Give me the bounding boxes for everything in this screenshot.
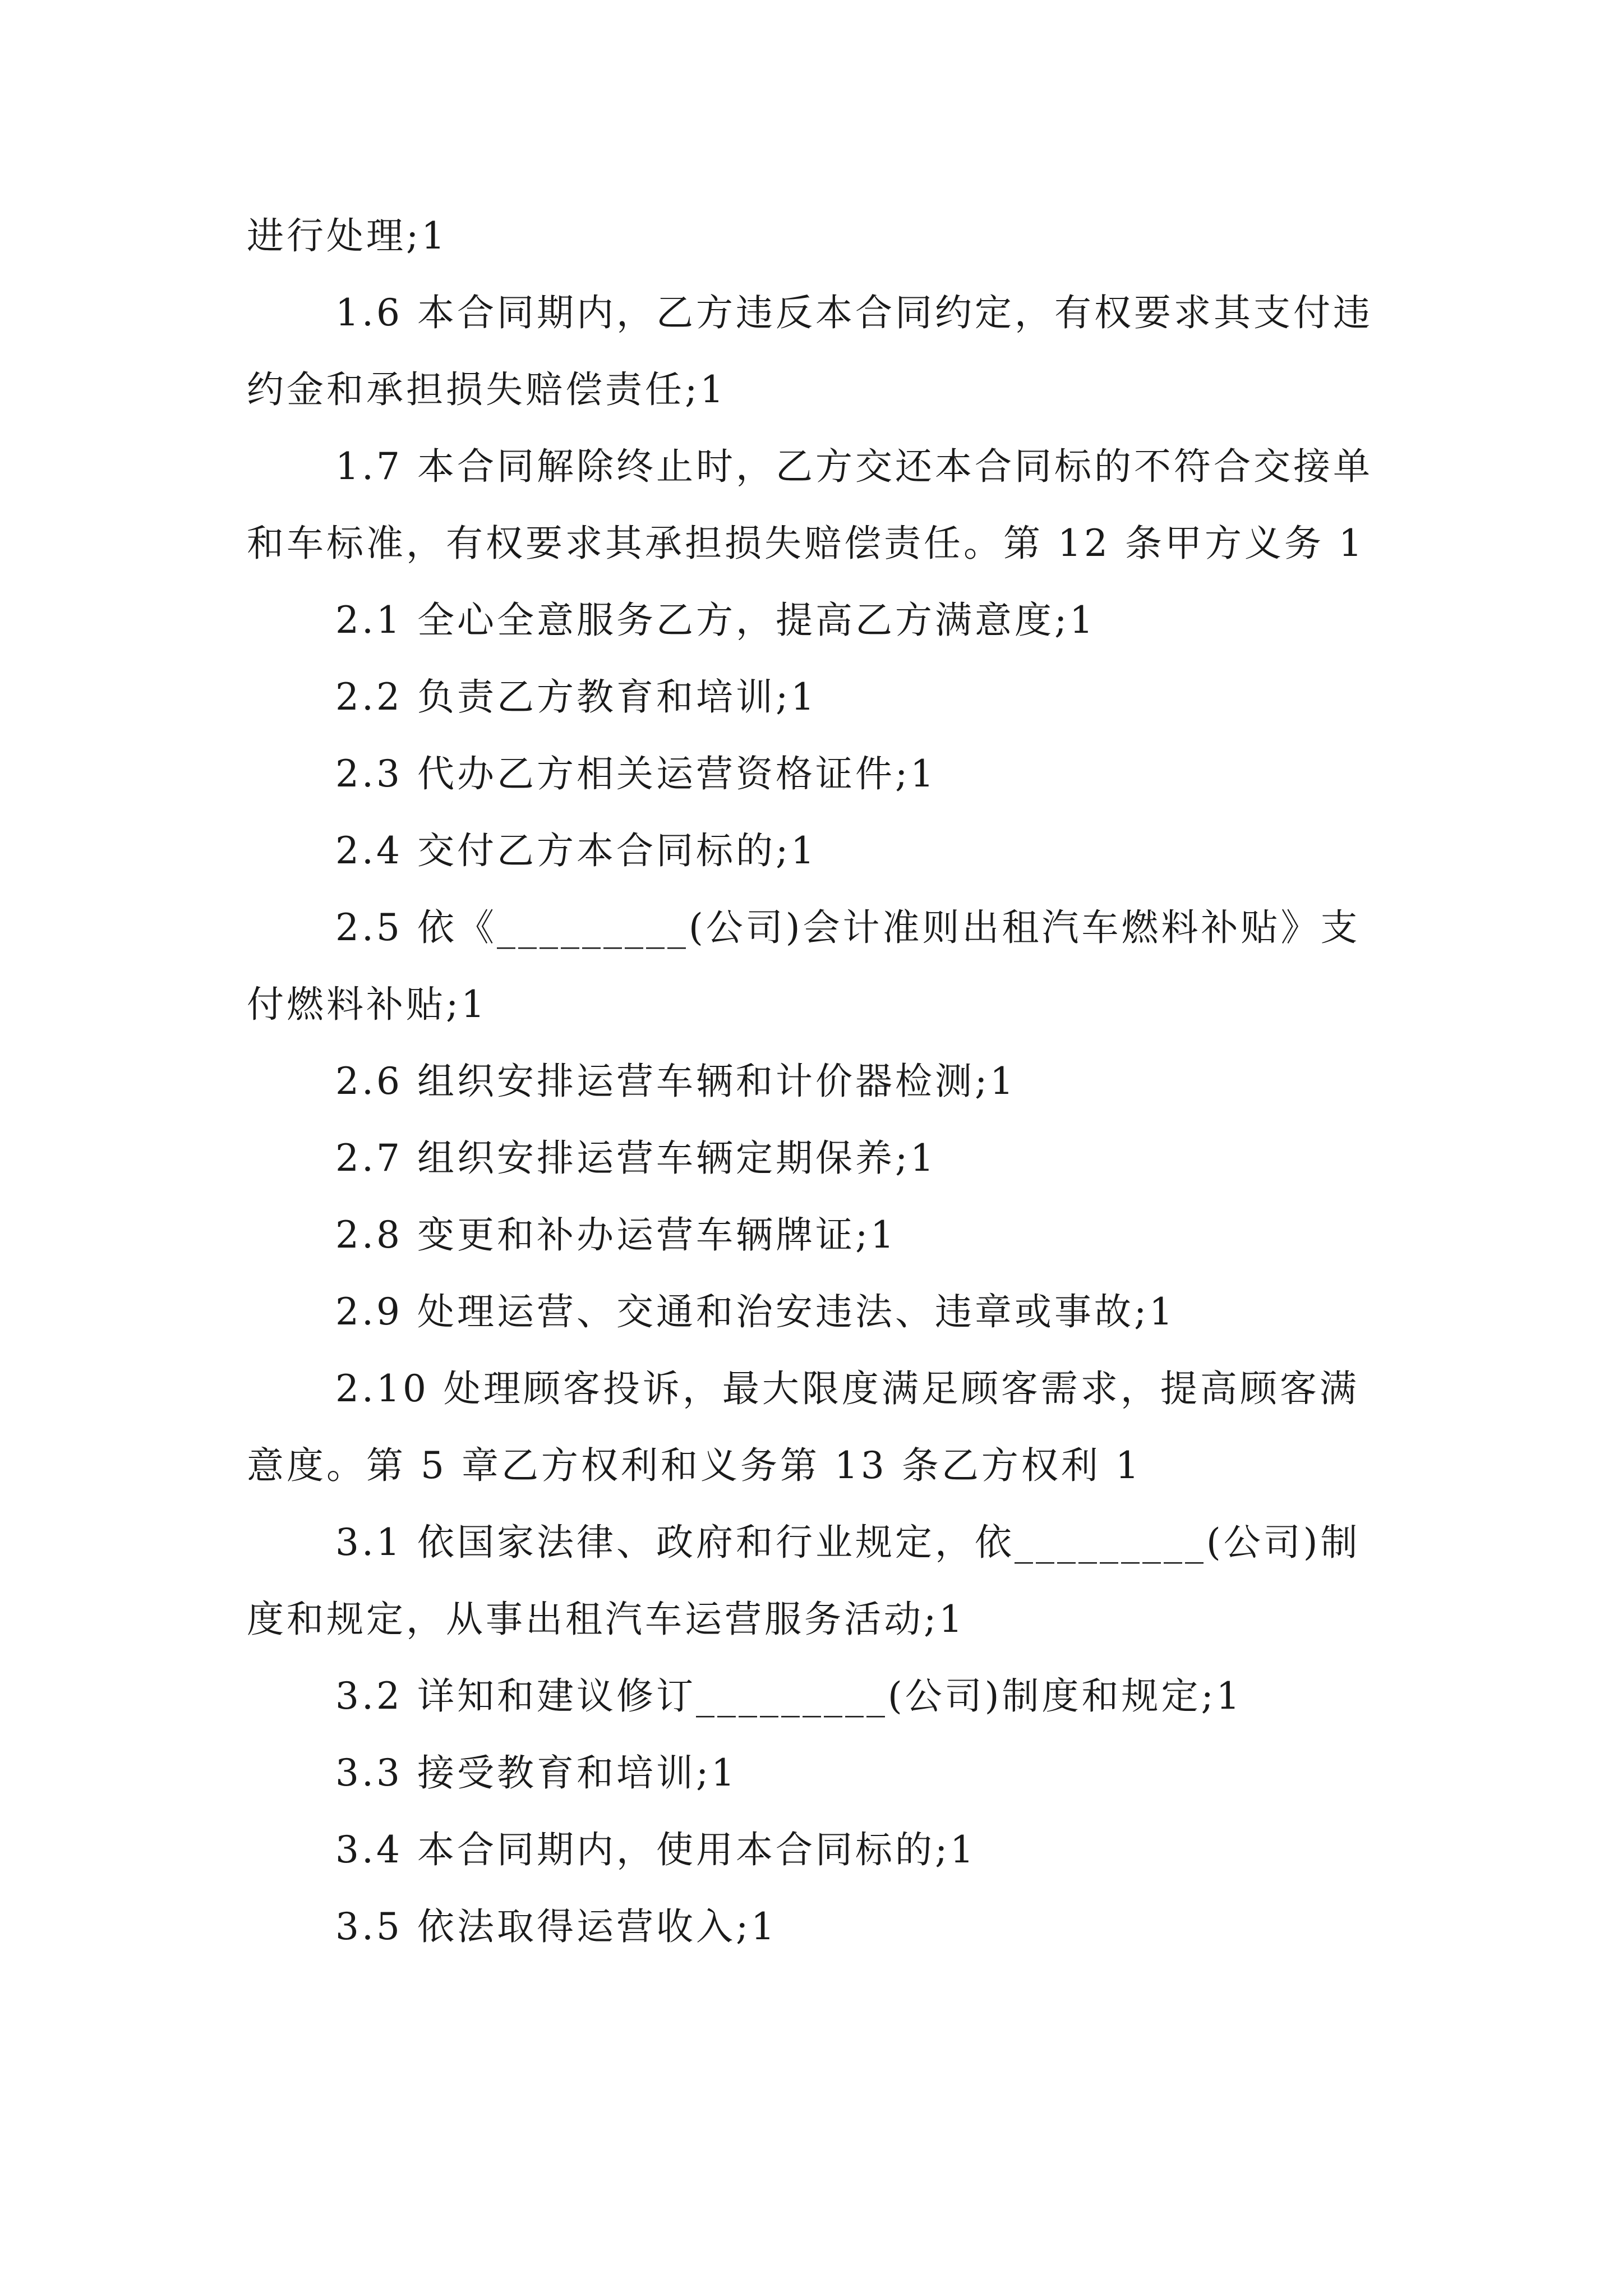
document-body <box>247 197 1385 1965</box>
clause-2-4: 2.4 交付乙方本合同标的;1 <box>335 829 818 872</box>
clause-2-6: 2.6 组织安排运营车辆和计价器检测;1 <box>335 1060 1017 1103</box>
clause-2-5: 2.5 依《_________(公司)会计准则出租汽车燃料补贴》支付燃料补贴;1 <box>247 906 1361 1026</box>
clause-2-1: 2.1 全心全意服务乙方，提高乙方满意度;1 <box>335 599 1096 642</box>
clause-1-7: 1.7 本合同解除终止时，乙方交还本合同标的不符合交接单和车标准，有权要求其承担损失赔偿责任。第 12 条甲方义务 1 <box>247 445 1373 565</box>
clause-1-6: 1.6 本合同期内，乙方违反本合同约定，有权要求其支付违约金和承担损失赔偿责任;1 <box>247 291 1373 411</box>
clause-3-2: 3.2 详知和建议修订_________(公司)制度和规定;1 <box>335 1674 1243 1718</box>
clause-3-3: 3.3 接受教育和培训;1 <box>335 1751 738 1795</box>
clause-2-9: 2.9 处理运营、交通和治安违法、违章或事故;1 <box>335 1290 1176 1333</box>
clause-3-1: 3.1 依国家法律、政府和行业规定，依_________(公司)制度和规定，从事出租汽车运营服务活动;1 <box>247 1521 1361 1641</box>
clause-2-8: 2.8 变更和补办运营车辆牌证;1 <box>335 1213 897 1257</box>
clause-2-3: 2.3 代办乙方相关运营资格证件;1 <box>335 752 937 795</box>
clause-2-7: 2.7 组织安排运营车辆定期保养;1 <box>335 1137 937 1180</box>
clause-2-2: 2.2 负责乙方教育和培训;1 <box>335 675 818 719</box>
paragraph-continuation: 进行处理;1 <box>247 214 448 257</box>
clause-2-10: 2.10 处理顾客投诉，最大限度满足顾客需求，提高顾客满意度。第 5 章乙方权利和义务第 13 条乙方权利 1 <box>247 1367 1359 1487</box>
clause-3-4: 3.4 本合同期内，使用本合同标的;1 <box>335 1828 977 1871</box>
clause-3-5: 3.5 依法取得运营收入;1 <box>335 1905 778 1948</box>
